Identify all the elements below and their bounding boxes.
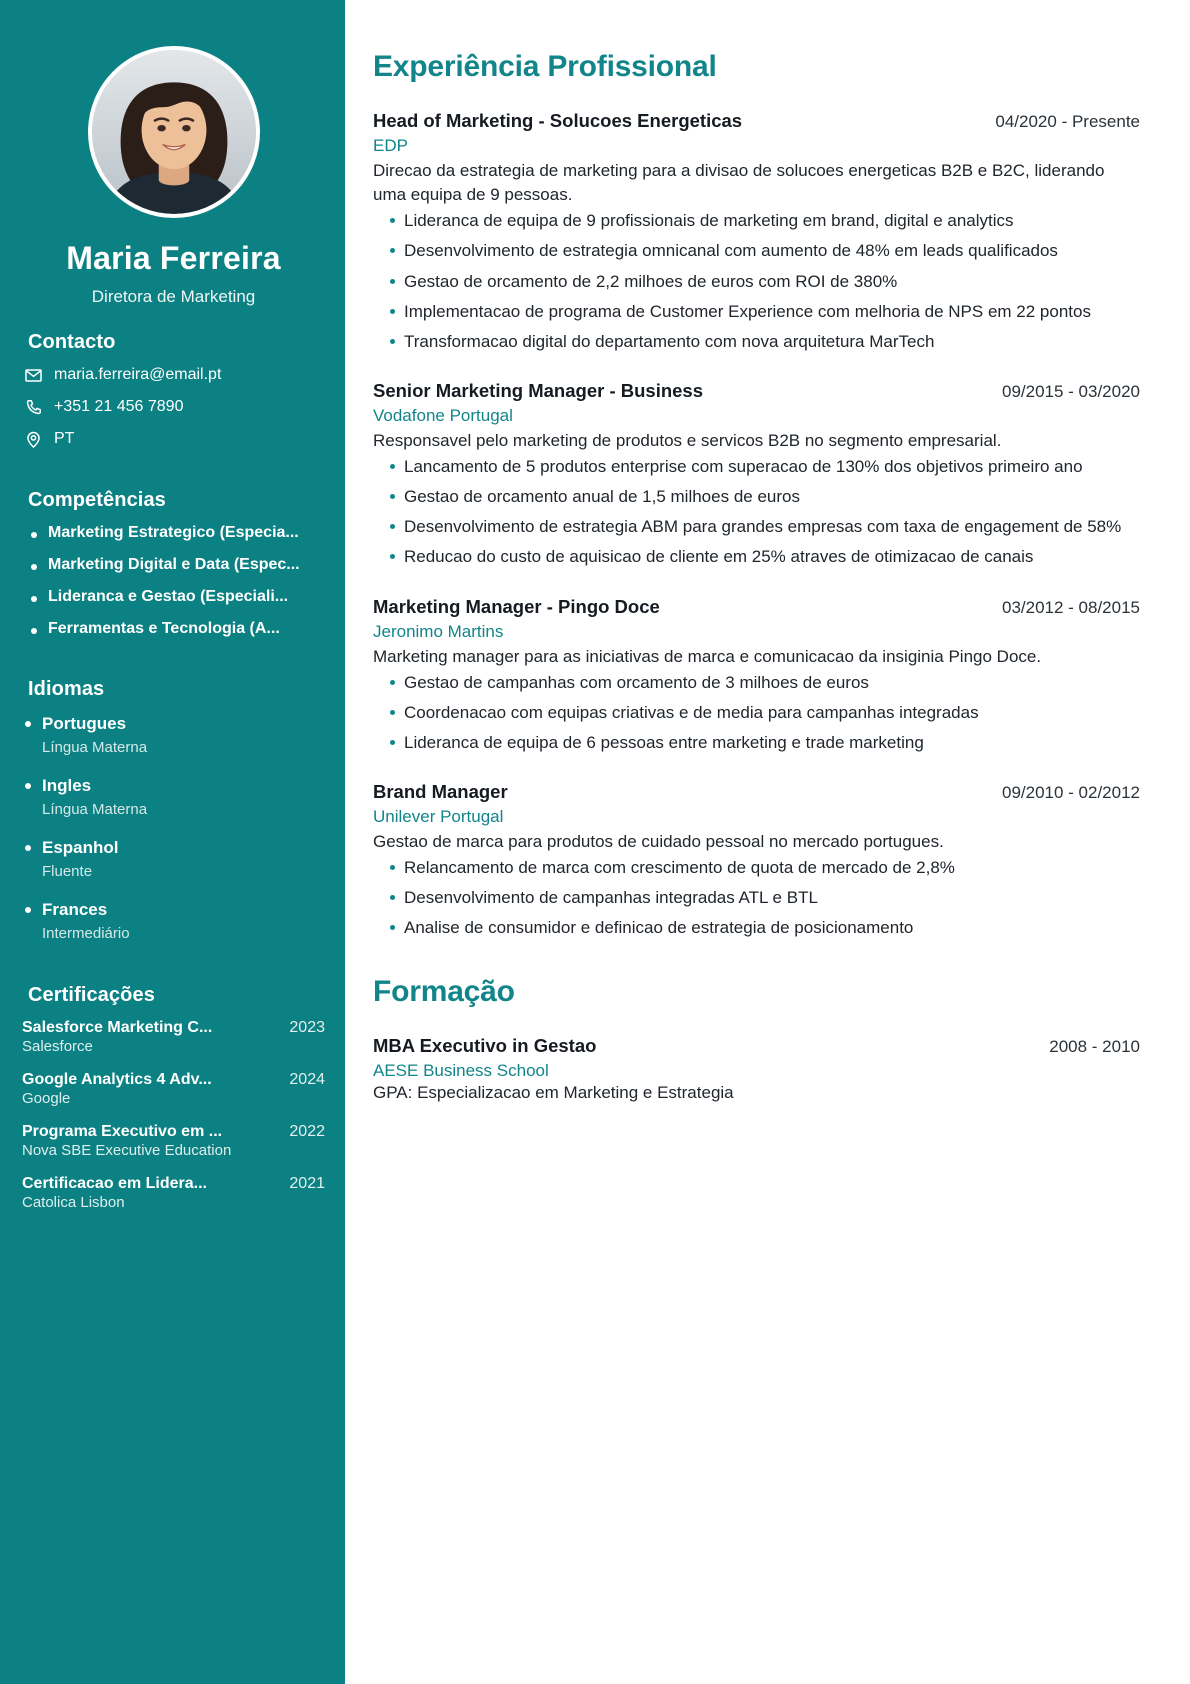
avatar	[88, 46, 260, 218]
certification-header	[22, 1019, 325, 1037]
job-bullet: Lideranca de equipa de 6 pessoas entre marketing e trade marketing	[373, 731, 1140, 755]
profile-photo-illustration	[92, 50, 256, 214]
phone-icon	[24, 398, 43, 417]
language-item	[22, 713, 325, 758]
language-item	[22, 775, 325, 820]
job-bullet: Gestao de orcamento anual de 1,5 milhoes de euros	[373, 485, 1140, 509]
contact-heading: Contacto	[28, 330, 116, 353]
job-summary: Responsavel pelo marketing de produtos e servicos B2B no segmento empresarial.	[373, 430, 1002, 450]
job-summary: Marketing manager para as iniciativas de marca e comunicacao da insiginia Pingo Doce.	[373, 646, 1042, 666]
job-bullets	[373, 671, 1140, 755]
job-role: Senior Marketing Manager - Business	[373, 379, 704, 401]
certification-issuer: Nova SBE Executive Education	[22, 1141, 232, 1159]
job-bullet: Implementacao de programa de Customer Experience com melhoria de NPS em 22 pontos	[373, 300, 1140, 324]
education-section-title: Formação	[373, 974, 515, 1008]
job-entry	[373, 110, 1140, 354]
certification-year: 2024	[289, 1070, 325, 1088]
job-role: Head of Marketing - Solucoes Energeticas	[373, 110, 743, 131]
job-company: Vodafone Portugal	[373, 405, 513, 425]
job-dates: 09/2015 - 03/2020	[1001, 381, 1140, 401]
education-school: AESE Business School	[373, 1060, 549, 1080]
certification-year: 2022	[289, 1122, 325, 1140]
main-content	[345, 0, 1190, 1684]
contact-phone-value: +351 21 456 7890	[54, 398, 184, 416]
language-level: Intermediário	[42, 924, 130, 942]
job-bullets	[373, 455, 1140, 570]
language-level: Língua Materna	[42, 738, 148, 756]
skills-heading: Competências	[28, 488, 166, 511]
certification-item	[22, 1019, 325, 1055]
job-bullet: Lideranca de equipa de 9 profissionais de marketing em brand, digital e analytics	[373, 209, 1140, 233]
job-bullet: Desenvolvimento de estrategia ABM para grandes empresas com taxa de engagement de 58%	[373, 515, 1140, 539]
location-pin-icon	[24, 430, 43, 449]
skills-list	[22, 524, 325, 638]
certification-header	[22, 1175, 325, 1193]
certification-item	[22, 1175, 325, 1211]
job-bullets	[373, 209, 1140, 354]
job-header	[373, 781, 1140, 803]
job-bullet: Analise de consumidor e definicao de estrategia de posicionamento	[373, 916, 1140, 940]
job-role: Marketing Manager - Pingo Doce	[373, 595, 660, 617]
certification-issuer: Catolica Lisbon	[22, 1193, 125, 1211]
education-degree: MBA Executivo in Gestao	[373, 1034, 597, 1056]
skill-item: Marketing Estrategico (Especia...	[28, 524, 325, 542]
contact-email-value: maria.ferreira@email.pt	[54, 366, 222, 384]
certification-issuer: Salesforce	[22, 1037, 93, 1055]
education-entry	[373, 1035, 1140, 1103]
languages-list	[22, 713, 325, 944]
job-company: Unilever Portugal	[373, 807, 504, 826]
job-company: EDP	[373, 136, 408, 155]
language-level: Língua Materna	[42, 800, 148, 818]
language-item	[22, 899, 325, 944]
job-summary: Direcao da estrategia de marketing para a divisao de solucoes energeticas B2B e B2C, liderando uma equipa de 9 pessoas.	[373, 161, 1105, 205]
education-dates: 2008 - 2010	[1049, 1036, 1140, 1056]
languages-heading: Idiomas	[28, 677, 105, 700]
job-dates: 03/2012 - 08/2015	[1001, 597, 1140, 617]
contact-location	[22, 430, 325, 449]
job-bullet: Desenvolvimento de estrategia omnicanal com aumento de 48% em leads qualificados	[373, 239, 1140, 263]
envelope-icon	[24, 366, 43, 385]
language-name: Portugues	[42, 713, 127, 733]
skill-item: Lideranca e Gestao (Especiali...	[28, 588, 325, 606]
job-bullets	[373, 856, 1140, 940]
job-header	[373, 380, 1140, 402]
skill-item: Ferramentas e Tecnologia (A...	[28, 620, 325, 638]
certification-header	[22, 1071, 325, 1089]
contact-email[interactable]	[22, 366, 325, 385]
language-name: Frances	[42, 899, 108, 919]
job-entry	[373, 596, 1140, 756]
person-name: Maria Ferreira	[66, 240, 281, 276]
certification-name: Google Analytics 4 Adv...	[22, 1070, 212, 1088]
avatar-container	[22, 0, 325, 218]
contact-location-value: PT	[54, 430, 75, 448]
person-title: Diretora de Marketing	[91, 286, 256, 306]
certification-year: 2023	[289, 1018, 325, 1036]
certification-issuer: Google	[22, 1089, 71, 1107]
certification-item	[22, 1123, 325, 1159]
job-bullet: Transformacao digital do departamento com nova arquitetura MarTech	[373, 330, 1140, 354]
certifications-heading: Certificações	[28, 983, 155, 1006]
certification-item	[22, 1071, 325, 1107]
job-dates: 04/2020 - Presente	[995, 112, 1140, 131]
job-bullet: Gestao de campanhas com orcamento de 3 milhoes de euros	[373, 671, 1140, 695]
experience-section-title: Experiência Profissional	[373, 50, 717, 83]
certification-header	[22, 1123, 325, 1141]
job-bullet: Reducao do custo de aquisicao de cliente em 25% atraves de otimizacao de canais	[373, 545, 1140, 569]
job-bullet: Relancamento de marca com crescimento de quota de mercado de 2,8%	[373, 856, 1140, 880]
certifications-list	[22, 1019, 325, 1211]
job-bullet: Desenvolvimento de campanhas integradas ATL e BTL	[373, 886, 1140, 910]
job-summary: Gestao de marca para produtos de cuidado pessoal no mercado portugues.	[373, 832, 944, 851]
certification-name: Certificacao em Lidera...	[22, 1174, 207, 1192]
job-entry	[373, 380, 1140, 570]
job-header	[373, 596, 1140, 618]
certification-year: 2021	[289, 1174, 325, 1192]
job-dates: 09/2010 - 02/2012	[1001, 783, 1140, 802]
job-bullet: Coordenacao com equipas criativas e de media para campanhas integradas	[373, 701, 1140, 725]
job-company: Jeronimo Martins	[373, 621, 504, 641]
certification-name: Programa Executivo em ...	[22, 1122, 223, 1140]
contact-phone[interactable]	[22, 398, 325, 417]
job-bullet: Gestao de orcamento de 2,2 milhoes de euros com ROI de 380%	[373, 270, 1140, 294]
job-header	[373, 110, 1140, 132]
language-name: Espanhol	[42, 837, 119, 857]
language-level: Fluente	[42, 862, 93, 880]
job-role: Brand Manager	[373, 781, 508, 802]
sidebar	[0, 0, 345, 1684]
job-bullet: Lancamento de 5 produtos enterprise com superacao de 130% dos objetivos primeiro ano	[373, 455, 1140, 479]
language-item	[22, 837, 325, 882]
language-name: Ingles	[42, 775, 92, 795]
skill-item: Marketing Digital e Data (Espec...	[28, 556, 325, 574]
education-detail: GPA: Especializacao em Marketing e Estrategia	[373, 1082, 734, 1102]
job-entry	[373, 781, 1140, 941]
education-header	[373, 1035, 1140, 1057]
certification-name: Salesforce Marketing C...	[22, 1018, 213, 1036]
